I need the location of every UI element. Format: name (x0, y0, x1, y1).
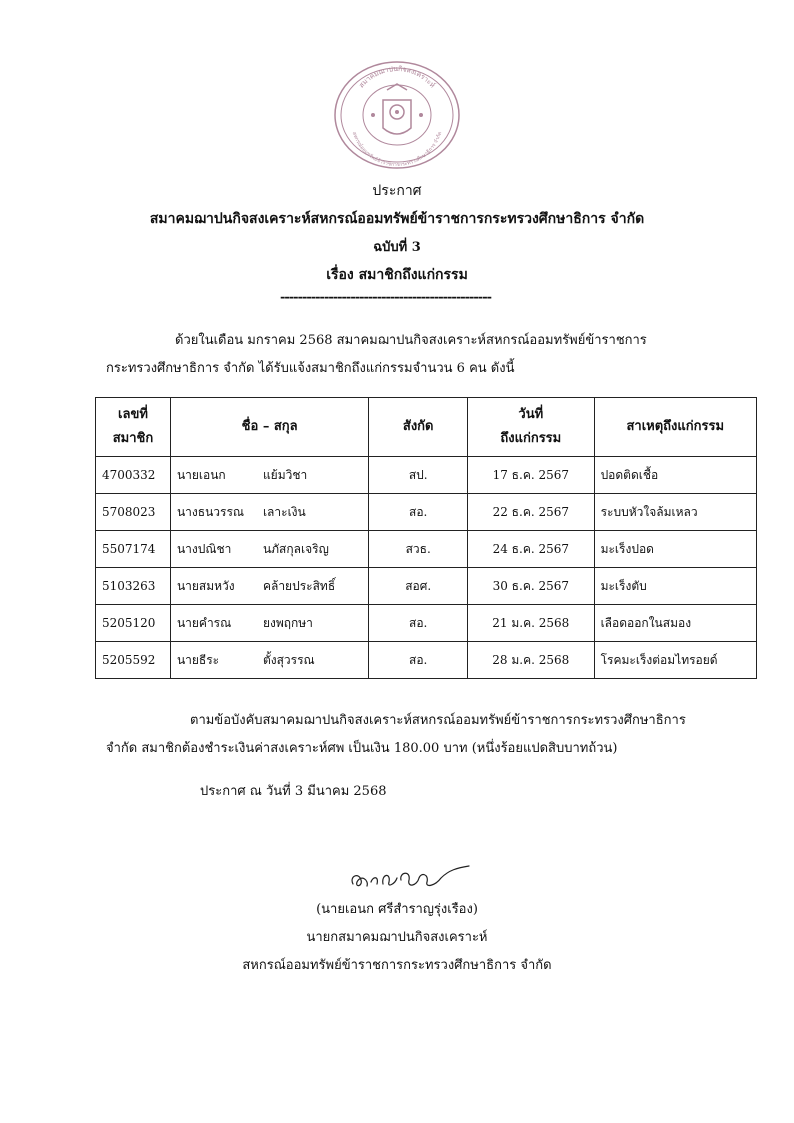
last-name: นภัสกุลเจริญ (262, 541, 329, 556)
death-date: 30 ธ.ค. 2567 (468, 568, 595, 605)
last-name: เลาะเงิน (262, 504, 306, 519)
death-cause: ปอดติดเชื้อ (594, 457, 756, 494)
first-name: นายเอนก (176, 467, 226, 482)
member-id: 4700332 (96, 457, 171, 494)
death-cause: โรคมะเร็งต่อมไทรอยด์ (594, 642, 756, 679)
intro-line-2: กระทรวงศึกษาธิการ จำกัด ได้รับแจ้งสมาชิกถึงแก่กรรมจำนวน 6 คน ดังนี้ (106, 361, 515, 376)
divider-line: ------------------------------------------------ (280, 290, 491, 304)
member-id: 5205592 (96, 642, 171, 679)
first-name: นายสมหวัง (176, 578, 235, 593)
header-date-line2: ถึงแก่กรรม (500, 431, 562, 446)
association-seal-logo (333, 60, 461, 170)
header-date-line1: วันที่ (518, 407, 544, 422)
header-id-line1: เลขที่ (118, 407, 148, 422)
header-member-id (96, 398, 171, 457)
member-unit: สอ. (369, 494, 468, 531)
member-unit: สอศ. (369, 568, 468, 605)
death-cause: มะเร็งปอด (594, 531, 756, 568)
table-row (96, 605, 757, 642)
member-id: 5507174 (96, 531, 171, 568)
member-unit: สอ. (369, 642, 468, 679)
member-id: 5708023 (96, 494, 171, 531)
signer-title-1: นายกสมาคมฌาปนกิจสงเคราะห์ (306, 930, 488, 945)
header-unit: สังกัด (369, 398, 468, 457)
table-header-row (96, 398, 757, 457)
member-unit: สป. (369, 457, 468, 494)
subject-line: เรื่อง สมาชิกถึงแก่กรรม (326, 267, 468, 283)
last-name: ตั้งสุวรรณ (262, 652, 315, 667)
first-name: นางปณิชา (176, 541, 232, 556)
table-row (96, 568, 757, 605)
table-row (96, 531, 757, 568)
issue-number: ฉบับที่ 3 (373, 240, 421, 255)
first-name: นางธนวรรณ (176, 504, 245, 519)
header-cause: สาเหตุถึงแก่กรรม (594, 398, 756, 457)
intro-line-1: ด้วยในเดือน มกราคม 2568 สมาคมฌาปนกิจสงเคราะห์สหกรณ์ออมทรัพย์ข้าราชการ (175, 333, 647, 348)
first-name: นายคำรณ (176, 615, 232, 630)
member-name (170, 642, 368, 679)
rule-line-2: จำกัด สมาชิกต้องชำระเงินค่าสงเคราะห์ศพ เป็นเงิน 180.00 บาท (หนึ่งร้อยแปดสิบบาทถ้วน) (106, 741, 618, 756)
death-cause: เลือดออกในสมอง (594, 605, 756, 642)
first-name: นายธีระ (176, 652, 220, 667)
death-date: 17 ธ.ค. 2567 (468, 457, 595, 494)
member-name (170, 531, 368, 568)
table-row (96, 457, 757, 494)
deceased-members-table (95, 397, 757, 679)
table-row (96, 494, 757, 531)
last-name: คล้ายประสิทธิ์ (262, 578, 336, 593)
handwritten-signature (345, 862, 475, 896)
death-date: 22 ธ.ค. 2567 (468, 494, 595, 531)
rule-line-1: ตามข้อบังคับสมาคมฌาปนกิจสงเคราะห์สหกรณ์ออมทรัพย์ข้าราชการกระทรวงศึกษาธิการ (190, 713, 686, 728)
svg-text:สหกรณ์ออมทรัพย์ข้าราชการกระทรว: สหกรณ์ออมทรัพย์ข้าราชการกระทรวงศึกษาธิการ จำกัด (350, 131, 444, 169)
header-name: ชื่อ – สกุล (170, 398, 368, 457)
table-row (96, 642, 757, 679)
last-name: แย้มวิชา (262, 467, 308, 482)
member-unit: สอ. (369, 605, 468, 642)
announcement-label: ประกาศ (372, 183, 422, 199)
svg-text:สมาคมฌาปนกิจสงเคราะห์: สมาคมฌาปนกิจสงเคราะห์ (357, 64, 437, 90)
header-id-line2: สมาชิก (112, 431, 154, 446)
last-name: ยงพฤกษา (262, 615, 313, 630)
member-id: 5205120 (96, 605, 171, 642)
death-cause: ระบบหัวใจล้มเหลว (594, 494, 756, 531)
member-name (170, 605, 368, 642)
member-name (170, 457, 368, 494)
signer-title-2: สหกรณ์ออมทรัพย์ข้าราชการกระทรวงศึกษาธิการ จำกัด (242, 958, 552, 973)
header-date (468, 398, 595, 457)
member-id: 5103263 (96, 568, 171, 605)
death-date: 21 ม.ค. 2568 (468, 605, 595, 642)
announcement-date: ประกาศ ณ วันที่ 3 มีนาคม 2568 (200, 784, 387, 799)
member-name (170, 568, 368, 605)
signer-name: (นายเอนก ศรีสำราญรุ่งเรือง) (316, 902, 478, 917)
association-name: สมาคมฌาปนกิจสงเคราะห์สหกรณ์ออมทรัพย์ข้าราชการกระทรวงศึกษาธิการ จำกัด (149, 211, 645, 227)
death-date: 28 ม.ค. 2568 (468, 642, 595, 679)
death-cause: มะเร็งตับ (594, 568, 756, 605)
death-date: 24 ธ.ค. 2567 (468, 531, 595, 568)
member-unit: สวธ. (369, 531, 468, 568)
member-name (170, 494, 368, 531)
